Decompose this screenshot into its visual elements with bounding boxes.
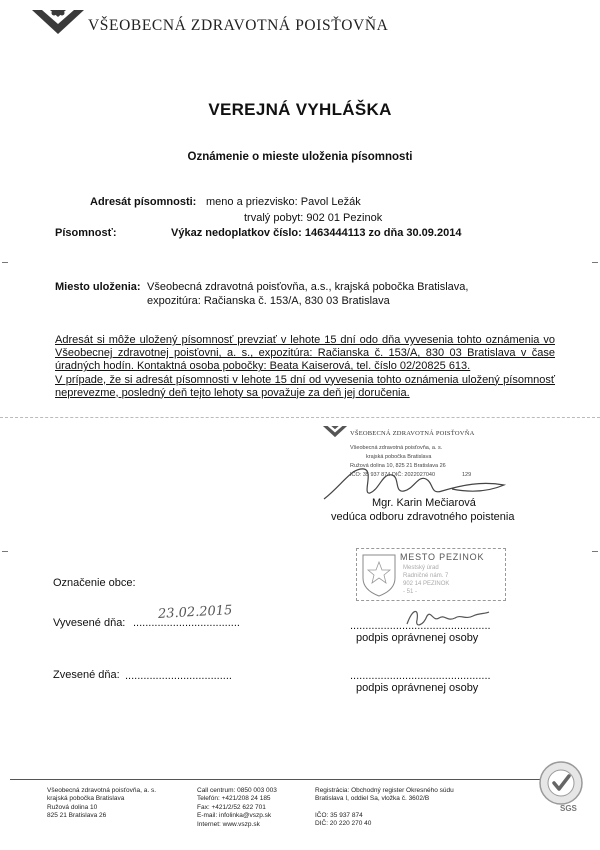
footer-line: Call centrum: 0850 003 003 [197,787,277,794]
margin-tick [2,262,8,263]
addressee-address: trvalý pobyt: 902 01 Pezinok [244,212,383,224]
stamp-title: VŠEOBECNÁ ZDRAVOTNÁ POISŤOVŇA [350,430,475,437]
logo-text: VŠEOBECNÁ ZDRAVOTNÁ POISŤOVŇA [88,17,389,34]
document-label: Písomnosť: [55,227,117,239]
footer-registration [315,787,454,804]
removed-dots: ................................... [125,670,232,682]
notice-paragraph-2: V prípade, že si adresát písomnosti v lehote 15 dní od vyvesenia tohto oznámenia uložený písomnosť neprevezme, posledný deň tejto lehoty sa považuje za deň jej doručenia. [55,373,555,399]
stamp-line: Ružová dolina 10, 825 21 Bratislava 26 [350,463,446,469]
footer-line: Telefón: +421/208 24 185 [197,795,271,803]
town-stamp-line: Mestský úrad [403,565,439,571]
posted-label: Vyvesené dňa: [53,617,126,629]
stamp-number: 129 [462,472,472,478]
notice-paragraph-1: Adresát si môže uložený písomnosť prevziať v lehote 15 dní odo dňa vyvesenia tohto oznámenia vo Všeobecnej zdravotnej poisťovni, a. s., expozitúra: Račianska č. 153/A, 830 03 Bratislava v čase úradných hodín. Kontaktná osoba pobočky: Beata Kaiserová, tel. číslo 02/20825 613. [55,334,555,373]
footer-line: Fax: +421/2/52 622 701 [197,803,266,811]
sgs-certification [538,760,584,818]
signatory-role: vedúca odboru zdravotného poistenia [331,511,515,523]
signature-dots-1: .............................................. [350,620,491,632]
stamp-line: krajská pobočka Bratislava [366,454,432,460]
company-stamp [322,425,537,505]
footer-address [47,787,156,821]
addressee-label: Adresát písomnosti: [90,196,197,208]
footer-line: krajská pobočka Bratislava [47,795,125,803]
document-subtitle: Oznámenie o mieste uloženia písomnosti [187,151,413,163]
footer-line: E-mail: infolinka@vszp.sk [197,812,272,820]
footer-line: 825 21 Bratislava 26 [47,812,107,820]
footer-line: DIČ: 20 220 270 40 [315,820,372,828]
notice-text [55,334,555,400]
footer-line: IČO: 35 937 874 [315,812,363,819]
footer-contacts [197,787,277,829]
signature-dots-2: .............................................. [350,670,491,682]
footer-line: Internet: www.vszp.sk [197,820,260,828]
storage-label: Miesto uloženia: [55,281,141,293]
stamp-logo-icon [322,425,348,439]
document-title: VEREJNÁ VYHLÁŠKA [208,100,392,119]
stamp-line: IČO: 35 937 874 DIČ: 2022027040 [350,472,436,478]
posted-date: 23.02.2015 [157,603,233,622]
footer-line: Ružová dolina 10 [47,803,98,811]
removed-label: Zvesené dňa: [53,669,120,681]
margin-tick [592,262,598,263]
sgs-seal-icon [538,760,584,806]
footer-ids [315,812,371,829]
town-stamp-line: - 51 - [403,589,418,595]
town-coat-of-arms-icon [360,552,398,598]
sgs-label: SGS [560,804,577,813]
town-stamp-line: Radničné nám. 7 [403,573,449,579]
signature-label-1: podpis oprávnenej osoby [356,632,479,644]
storage-line2: expozitúra: Račianska č. 153/A, 830 03 Bratislava [147,295,390,307]
margin-tick [2,551,8,552]
town-stamp-title: MESTO PEZINOK [400,552,485,562]
footer-line: Všeobecná zdravotná poisťovňa, a. s. [47,787,157,794]
signature-label-2: podpis oprávnenej osoby [356,682,479,694]
town-stamp-line: 902 14 PEZINOK [403,581,450,587]
handwritten-signature [403,604,493,632]
town-stamp [356,548,506,601]
vszp-logo-icon [30,8,86,38]
storage-line1: Všeobecná zdravotná poisťovňa, a.s., krajská pobočka Bratislava, [147,281,469,293]
margin-tick [592,551,598,552]
footer-line: Bratislava I, oddiel Sa, vložka č. 3602/B [315,795,430,803]
header-logo [30,8,389,38]
footer-line: Registrácia: Obchodný register Okresného súdu [315,787,454,794]
posted-dots: ................................... [133,617,240,629]
footer-rule [10,779,580,780]
signatory-name: Mgr. Karin Mečiarová [372,497,476,509]
addressee-name: meno a priezvisko: Pavol Ležák [206,196,361,208]
municipality-label: Označenie obce: [53,577,136,589]
document-value: Výkaz nedoplatkov číslo: 1463444113 zo dňa 30.09.2014 [171,227,462,239]
stamp-line: Všeobecná zdravotná poisťovňa, a. s. [350,445,443,451]
fold-line [0,417,600,418]
